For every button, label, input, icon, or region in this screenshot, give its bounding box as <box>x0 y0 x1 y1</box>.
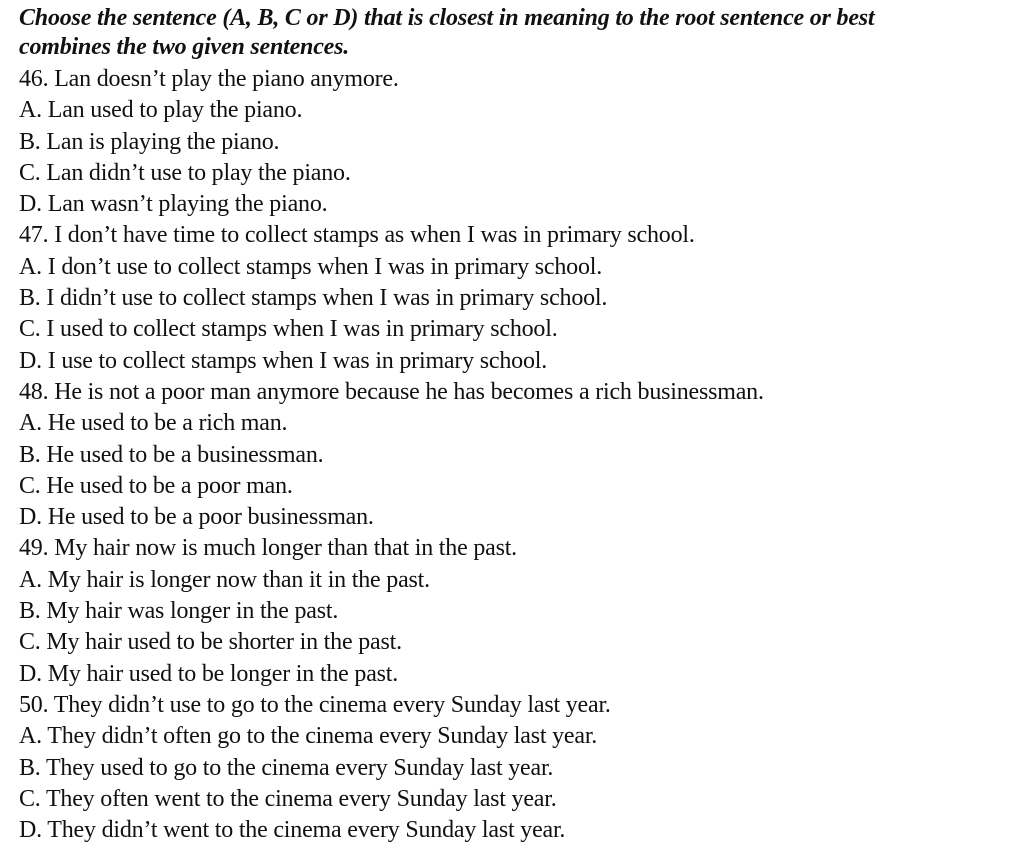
question-stem: 50. They didn’t use to go to the cinema every Sunday last year. <box>19 691 611 718</box>
option-a: A. Lan used to play the piano. <box>19 97 303 124</box>
instruction-line-2: combines the two given sentences. <box>19 34 350 60</box>
option-c: C. My hair used to be shorter in the past. <box>19 629 402 656</box>
option-b: B. I didn’t use to collect stamps when I was in primary school. <box>19 285 608 312</box>
question-49 <box>19 533 1024 689</box>
option-a: A. My hair is longer now than it in the past. <box>19 566 430 593</box>
option-a: A. He used to be a rich man. <box>19 410 288 437</box>
option-b: B. Lan is playing the piano. <box>19 128 280 155</box>
option-d: D. Lan wasn’t playing the piano. <box>19 191 328 218</box>
option-b: B. My hair was longer in the past. <box>19 598 339 625</box>
instruction-line-1: Choose the sentence (A, B, C or D) that is closest in meaning to the root sentence or best <box>19 5 875 31</box>
option-b: B. They used to go to the cinema every Sunday last year. <box>19 754 554 781</box>
option-d: D. I use to collect stamps when I was in primary school. <box>19 347 548 374</box>
option-d: D. My hair used to be longer in the past. <box>19 660 399 687</box>
option-d: D. They didn’t went to the cinema every Sunday last year. <box>19 817 566 844</box>
option-a: A. They didn’t often go to the cinema every Sunday last year. <box>19 723 598 750</box>
option-c: C. They often went to the cinema every Sunday last year. <box>19 785 557 812</box>
option-d: D. He used to be a poor businessman. <box>19 504 374 531</box>
question-stem: 48. He is not a poor man anymore because he has becomes a rich businessman. <box>19 378 764 405</box>
option-b: B. He used to be a businessman. <box>19 441 324 468</box>
instruction <box>19 4 1024 62</box>
option-c: C. I used to collect stamps when I was in primary school. <box>19 316 558 343</box>
question-stem: 49. My hair now is much longer than that in the past. <box>19 535 517 562</box>
question-stem: 47. I don’t have time to collect stamps as when I was in primary school. <box>19 222 695 249</box>
question-46 <box>19 64 1024 220</box>
question-50 <box>19 690 1024 846</box>
option-a: A. I don’t use to collect stamps when I was in primary school. <box>19 253 603 280</box>
option-c: C. Lan didn’t use to play the piano. <box>19 159 351 186</box>
question-stem: 46. Lan doesn’t play the piano anymore. <box>19 66 399 92</box>
question-48 <box>19 377 1024 533</box>
question-47 <box>19 220 1024 376</box>
option-c: C. He used to be a poor man. <box>19 472 293 499</box>
